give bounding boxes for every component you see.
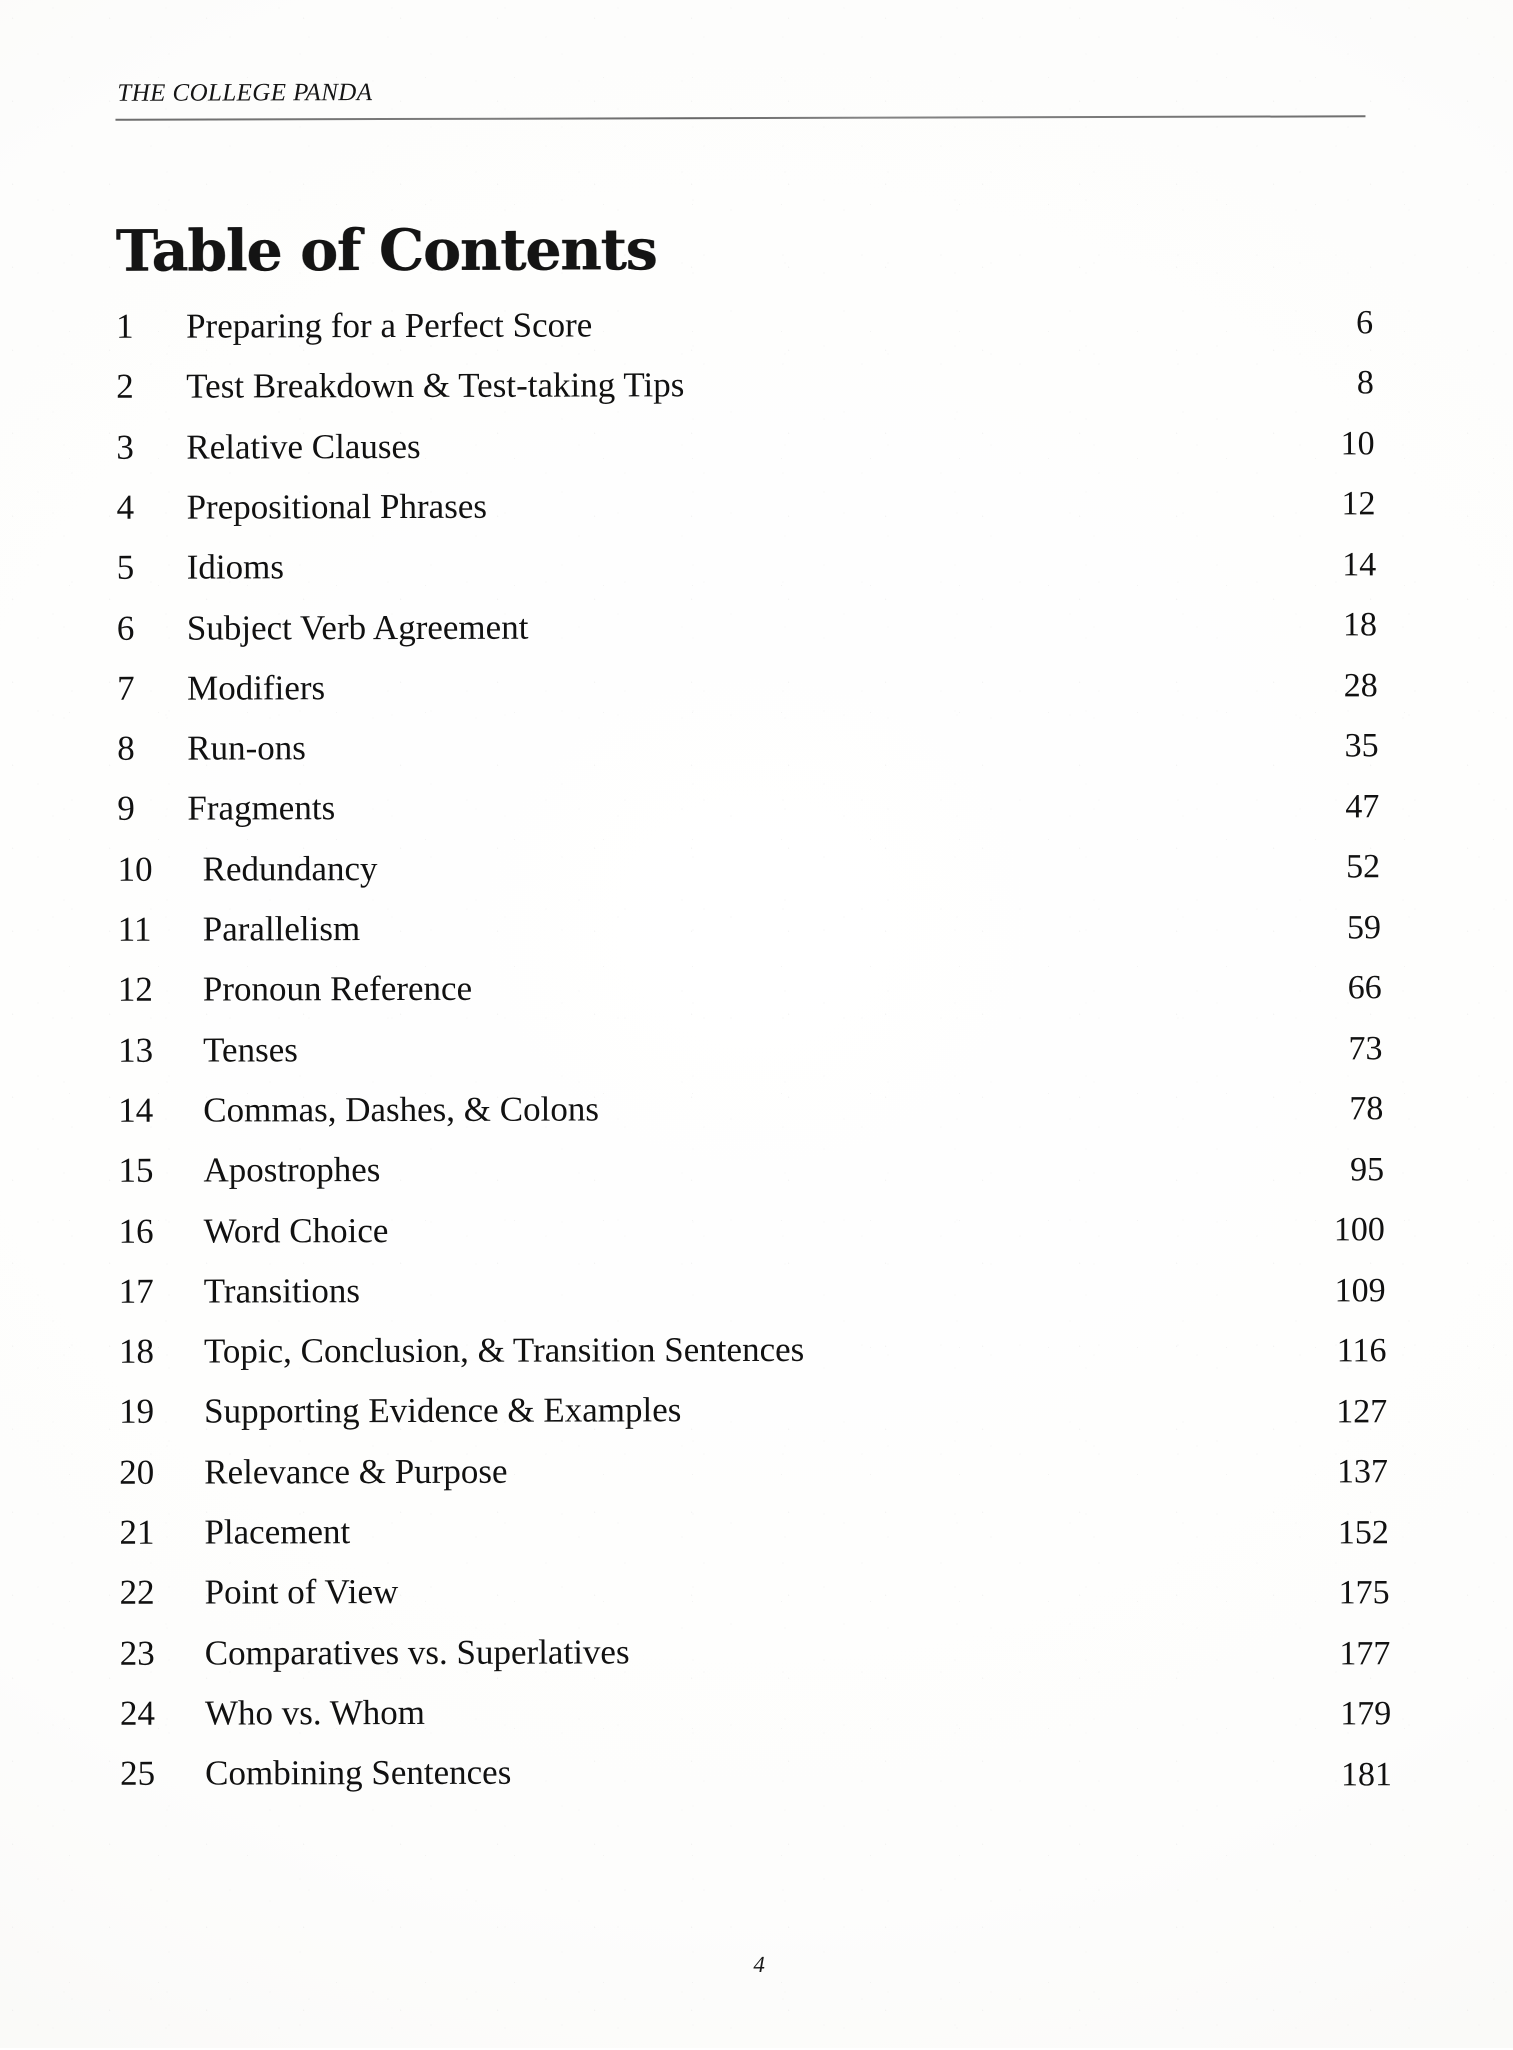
- toc-chapter-number: 3: [116, 427, 134, 467]
- toc-chapter-title[interactable]: Preparing for a Perfect Score: [185, 305, 593, 346]
- toc-chapter-number: 9: [117, 789, 135, 829]
- toc-chapter-title[interactable]: Who vs. Whom: [204, 1692, 426, 1733]
- toc-chapter-number: 18: [118, 1331, 154, 1371]
- toc-row[interactable]: [0, 544, 1512, 595]
- toc-page-number[interactable]: 28: [1343, 667, 1378, 705]
- toc-row[interactable]: [0, 303, 1511, 354]
- toc-page-number[interactable]: 52: [1346, 848, 1381, 886]
- toc-chapter-title[interactable]: Point of View: [204, 1572, 399, 1612]
- toc-chapter-number: 15: [118, 1150, 154, 1190]
- toc-chapter-title[interactable]: Comparatives vs. Superlatives: [204, 1631, 630, 1673]
- toc-page-number[interactable]: 175: [1338, 1574, 1390, 1612]
- toc-row[interactable]: [2, 1569, 1513, 1620]
- toc-page-number[interactable]: 95: [1350, 1150, 1385, 1189]
- toc-page-number[interactable]: 181: [1340, 1755, 1393, 1793]
- toc-chapter-number: 25: [120, 1753, 156, 1793]
- toc-chapter-title[interactable]: Word Choice: [203, 1210, 389, 1251]
- page-folio: 4: [753, 1951, 765, 1978]
- toc-chapter-title[interactable]: Redundancy: [202, 848, 378, 889]
- toc-chapter-title[interactable]: Modifiers: [187, 668, 326, 708]
- toc-row[interactable]: [0, 966, 1513, 1017]
- toc-chapter-number: 6: [116, 608, 135, 648]
- toc-chapter-number: 11: [117, 909, 152, 949]
- toc-chapter-number: 16: [118, 1211, 154, 1251]
- toc-page-number[interactable]: 66: [1347, 969, 1382, 1007]
- toc-chapter-title[interactable]: Parallelism: [202, 909, 361, 949]
- toc-page-number[interactable]: 179: [1340, 1695, 1392, 1733]
- toc-row[interactable]: [1, 1449, 1513, 1500]
- toc-chapter-number: 5: [116, 547, 135, 587]
- toc-chapter-title[interactable]: Idioms: [186, 547, 285, 587]
- toc-page-number[interactable]: 109: [1334, 1271, 1386, 1310]
- toc-row[interactable]: [0, 604, 1512, 655]
- toc-row[interactable]: [1, 1388, 1513, 1439]
- toc-chapter-title[interactable]: Run-ons: [187, 728, 306, 768]
- toc-chapter-title[interactable]: Test Breakdown & Test-taking Tips: [186, 365, 685, 406]
- toc-page-number[interactable]: 47: [1345, 788, 1380, 826]
- toc-row[interactable]: [0, 1147, 1513, 1198]
- toc-chapter-number: 13: [118, 1030, 154, 1070]
- toc-chapter-number: 8: [117, 728, 135, 768]
- toc-chapter-number: 12: [117, 969, 153, 1010]
- toc-chapter-title[interactable]: Apostrophes: [203, 1150, 381, 1190]
- toc-row[interactable]: [1, 1268, 1513, 1319]
- toc-chapter-title[interactable]: Tenses: [203, 1029, 298, 1070]
- toc-chapter-number: 20: [119, 1452, 155, 1492]
- toc-chapter-number: 4: [116, 487, 135, 527]
- toc-chapter-number: 19: [119, 1392, 155, 1432]
- toc-chapter-title[interactable]: Combining Sentences: [205, 1752, 512, 1793]
- toc-chapter-title[interactable]: Topic, Conclusion, & Transition Sentences: [203, 1329, 805, 1371]
- toc-chapter-title[interactable]: Fragments: [187, 788, 336, 828]
- toc-page-number[interactable]: 137: [1336, 1453, 1389, 1491]
- toc-row[interactable]: [0, 1087, 1513, 1138]
- toc-chapter-number: 24: [119, 1693, 155, 1733]
- header-rule: [115, 115, 1365, 120]
- toc-chapter-number: 1: [115, 306, 134, 346]
- toc-chapter-title[interactable]: Commas, Dashes, & Colons: [203, 1089, 599, 1130]
- toc-page-number[interactable]: 10: [1340, 425, 1375, 463]
- toc-chapter-number: 14: [118, 1090, 154, 1130]
- toc-chapter-title[interactable]: Transitions: [203, 1270, 361, 1311]
- toc-page-number[interactable]: 18: [1342, 606, 1378, 644]
- toc-page-number[interactable]: 35: [1344, 727, 1379, 765]
- toc-page-number[interactable]: 8: [1356, 364, 1374, 402]
- toc-chapter-title[interactable]: Placement: [204, 1512, 351, 1552]
- toc-page-number[interactable]: 177: [1339, 1634, 1391, 1672]
- toc-row[interactable]: [0, 1026, 1513, 1077]
- toc-row[interactable]: [2, 1690, 1513, 1741]
- toc-row[interactable]: [0, 725, 1512, 776]
- toc-chapter-title[interactable]: Pronoun Reference: [202, 969, 473, 1009]
- toc-page-number[interactable]: 100: [1333, 1211, 1385, 1249]
- toc-chapter-title[interactable]: Relative Clauses: [186, 426, 421, 467]
- toc-chapter-number: 10: [117, 849, 153, 889]
- toc-row[interactable]: [2, 1629, 1513, 1680]
- toc-chapter-number: 2: [116, 367, 134, 407]
- toc-page-number[interactable]: 127: [1336, 1392, 1388, 1431]
- toc-row[interactable]: [0, 665, 1512, 716]
- toc-row[interactable]: [0, 846, 1513, 897]
- toc-chapter-number: 23: [119, 1633, 155, 1673]
- page-title: Table of Contents: [115, 216, 657, 285]
- toc-page-number[interactable]: 14: [1342, 546, 1377, 584]
- toc-page-number[interactable]: 12: [1341, 485, 1376, 523]
- toc-page-number[interactable]: 6: [1355, 304, 1374, 342]
- toc-chapter-title[interactable]: Supporting Evidence & Examples: [204, 1390, 682, 1431]
- toc-row[interactable]: [1, 1328, 1513, 1379]
- toc-row[interactable]: [2, 1750, 1513, 1801]
- toc-row[interactable]: [0, 363, 1511, 414]
- toc-chapter-number: 21: [119, 1512, 155, 1552]
- toc-page-number[interactable]: 59: [1346, 909, 1381, 947]
- toc-row[interactable]: [0, 423, 1511, 474]
- toc-row[interactable]: [1, 1509, 1513, 1560]
- toc-row[interactable]: [0, 484, 1512, 535]
- toc-row[interactable]: [0, 785, 1512, 836]
- toc-row[interactable]: [0, 906, 1513, 957]
- toc-page-number[interactable]: 116: [1336, 1332, 1387, 1370]
- running-header: THE COLLEGE PANDA: [117, 79, 373, 107]
- toc-page-number[interactable]: 78: [1349, 1090, 1384, 1128]
- toc-row[interactable]: [1, 1207, 1513, 1258]
- toc-chapter-title[interactable]: Subject Verb Agreement: [186, 607, 529, 648]
- toc-chapter-title[interactable]: Relevance & Purpose: [204, 1451, 508, 1492]
- toc-chapter-number: 22: [119, 1572, 155, 1613]
- toc-chapter-title[interactable]: Prepositional Phrases: [186, 486, 487, 527]
- toc-chapter-number: 17: [118, 1271, 154, 1311]
- toc-chapter-number: 7: [117, 668, 135, 708]
- toc-page-number[interactable]: 152: [1337, 1513, 1389, 1551]
- toc-page-number[interactable]: 73: [1348, 1030, 1383, 1068]
